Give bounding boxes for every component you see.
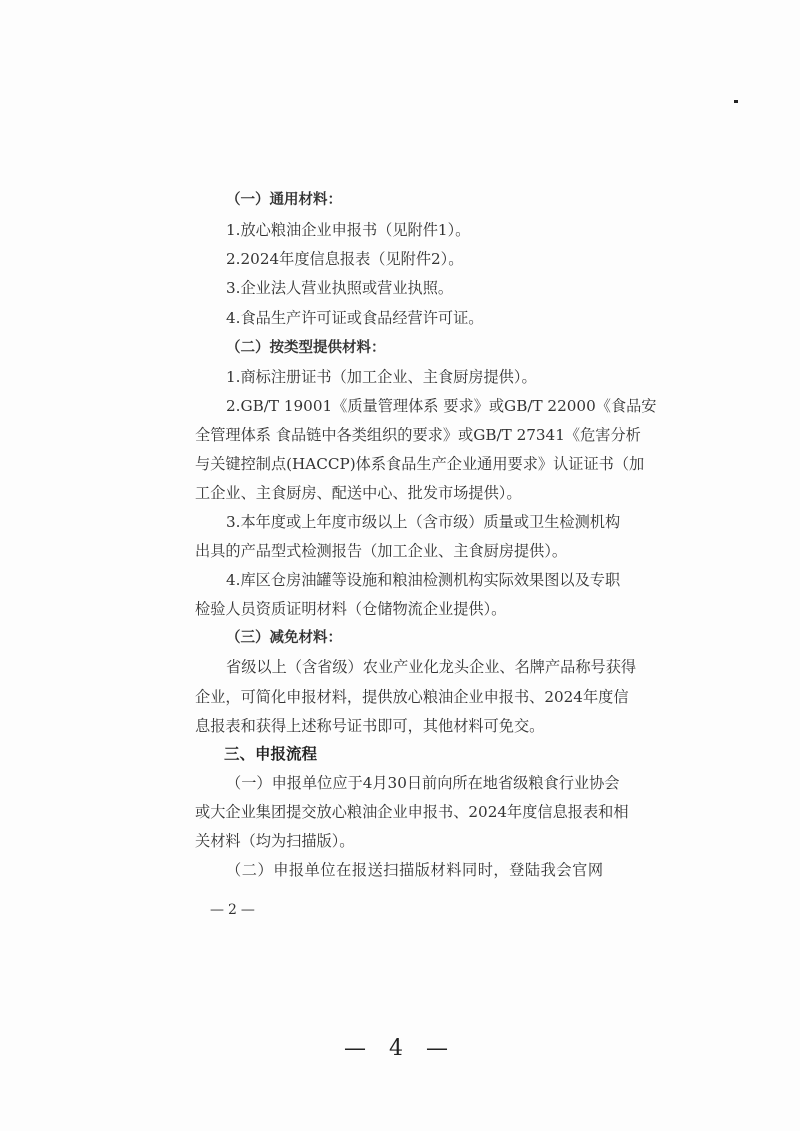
text-line: （一）申报单位应于4月30日前向所在地省级粮食行业协会 [226, 774, 620, 792]
text-line: 4.库区仓房油罐等设施和粮油检测机构实际效果图以及专职 [226, 571, 621, 589]
text-line: 或大企业集团提交放心粮油企业申报书、2024年度信息报表和相 [195, 803, 629, 821]
text-line: 检验人员资质证明材料（仓储物流企业提供）。 [195, 600, 507, 618]
section-heading: 三、申报流程 [224, 745, 318, 763]
text-line: 2.2024年度信息报表（见附件2）。 [226, 250, 464, 268]
section-heading: （三）减免材料： [226, 629, 342, 646]
section-heading: （二）按类型提供材料： [226, 339, 386, 356]
text-line: 全管理体系 食品链中各类组织的要求》或GB/T 27341《危害分析 [195, 426, 641, 444]
text-line: 企业，可简化申报材料，提供放心粮油企业申报书、2024年度信 [195, 688, 629, 706]
text-line: 1.放心粮油企业申报书（见附件1）。 [226, 221, 471, 239]
text-line: 省级以上（含省级）农业产业化龙头企业、名牌产品称号获得 [226, 658, 637, 676]
text-line: 关材料（均为扫描版）。 [195, 832, 355, 850]
text-line: （二）申报单位在报送扫描版材料同时，登陆我会官网 [226, 861, 603, 879]
text-line: 3.本年度或上年度市级以上（含市级）质量或卫生检测机构 [226, 513, 621, 531]
text-line: 息报表和获得上述称号证书即可，其他材料可免交。 [195, 717, 545, 735]
text-line: 出具的产品型式检测报告（加工企业、主食厨房提供）。 [195, 542, 568, 560]
outer-page-number: — 4 — [344, 1036, 456, 1061]
section-heading: （一）通用材料： [226, 191, 342, 208]
text-line: 3.企业法人营业执照或营业执照。 [226, 279, 454, 297]
inner-page-number: —2— [210, 902, 259, 918]
scan-mark [734, 100, 738, 103]
text-line: 4.食品生产许可证或食品经营许可证。 [226, 309, 484, 327]
text-line: 工企业、主食厨房、配送中心、批发市场提供）。 [195, 484, 522, 502]
text-line: 与关键控制点(HACCP)体系食品生产企业通用要求》认证证书（加 [195, 455, 645, 473]
text-line: 2.GB/T 19001《质量管理体系 要求》或GB/T 22000《食品安 [226, 397, 657, 415]
text-line: 1.商标注册证书（加工企业、主食厨房提供）。 [226, 368, 537, 386]
